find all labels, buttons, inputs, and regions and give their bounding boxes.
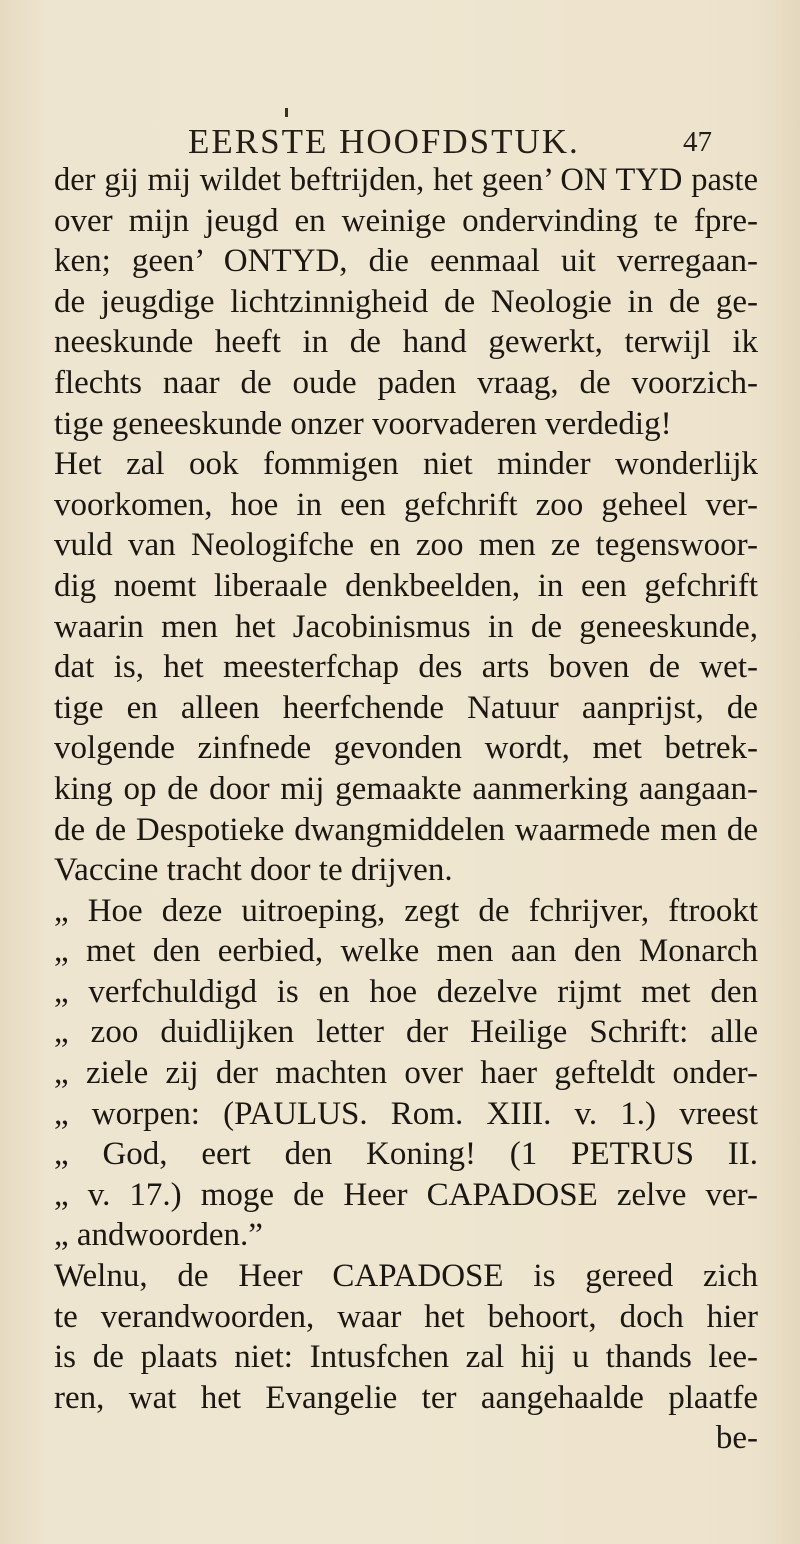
quote-line: „ zoo duidlijken letter der Heilige Schrift: alle: [54, 1014, 758, 1051]
text-line: voorkomen, hoe in een gefchrift zoo geheel ver-: [54, 486, 758, 523]
text-line: dat is, het meesterfchap des arts boven de wet-: [54, 649, 758, 686]
quote-line: „ God, eert den Koning! (1 PETRUS II.: [54, 1136, 758, 1173]
text-line: dig noemt liberaale denkbeelden, in een gefchrift: [54, 567, 758, 604]
text-line: de jeugdige lichtzinnigheid de Neologie in de ge-: [54, 283, 758, 320]
quote-line: „ ziele zij der machten over haer gefteldt onder-: [54, 1055, 758, 1092]
quote-line: „ andwoorden.”: [54, 1217, 263, 1254]
ink-spot: [285, 108, 288, 117]
text-line: Welnu, de Heer CAPADOSE is gereed zich: [54, 1258, 758, 1295]
quote-line: „ worpen: (PAULUS. Rom. XIII. v. 1.) vreest: [54, 1095, 758, 1132]
text-line: der gij mij wildet beftrijden, het geen’ ON TYD paste: [54, 162, 758, 198]
quote-line: „ met den eerbied, welke men aan den Monarch: [54, 933, 758, 970]
quote-line: „ v. 17.) moge de Heer CAPADOSE zelve ver-: [54, 1176, 758, 1213]
text-line: over mijn jeugd en weinige ondervinding te fpre-: [54, 202, 758, 239]
quote-line: „ verfchuldigd is en hoe dezelve rijmt met den: [54, 973, 758, 1010]
text-line: volgende zinfnede gevonden wordt, met betrek-: [54, 730, 758, 767]
text-line: ren, wat het Evangelie ter aangehaalde plaatfe: [54, 1379, 758, 1416]
body-text: [54, 160, 758, 1459]
text-line: Het zal ook fommigen niet minder wonderlijk: [54, 446, 758, 483]
text-line: ken; geen’ ONTYD, die eenmaal uit verregaan-: [54, 243, 758, 280]
text-line: king op de door mij gemaakte aanmerking aangaan-: [54, 770, 758, 807]
chapter-heading: EERSTE HOOFDSTUK.: [188, 122, 580, 161]
text-line: vuld van Neologifche en zoo men ze tegenswoor-: [54, 527, 758, 564]
text-line: is de plaats niet: Intusfchen zal hij u thands lee-: [54, 1339, 758, 1376]
text-line: Vaccine tracht door te drijven.: [54, 852, 453, 889]
page-number: 47: [683, 126, 712, 158]
text-line: te verandwoorden, waar het behoort, doch hier: [54, 1298, 758, 1335]
running-head: [0, 120, 800, 164]
quote-line: „ Hoe deze uitroeping, zegt de fchrijver, ftrookt: [54, 892, 758, 929]
catchword: be-: [715, 1420, 758, 1457]
text-line: flechts naar de oude paden vraag, de voorzich-: [54, 364, 758, 401]
text-line: de de Despotieke dwangmiddelen waarmede men de: [54, 811, 758, 848]
text-line: tige en alleen heerfchende Natuur aanprijst, de: [54, 689, 758, 726]
text-line: waarin men het Jacobinismus in de geneeskunde,: [54, 608, 758, 645]
text-line: neeskunde heeft in de hand gewerkt, terwijl ik: [54, 324, 758, 361]
text-line: tige geneeskunde onzer voorvaderen verdedig!: [54, 405, 672, 442]
